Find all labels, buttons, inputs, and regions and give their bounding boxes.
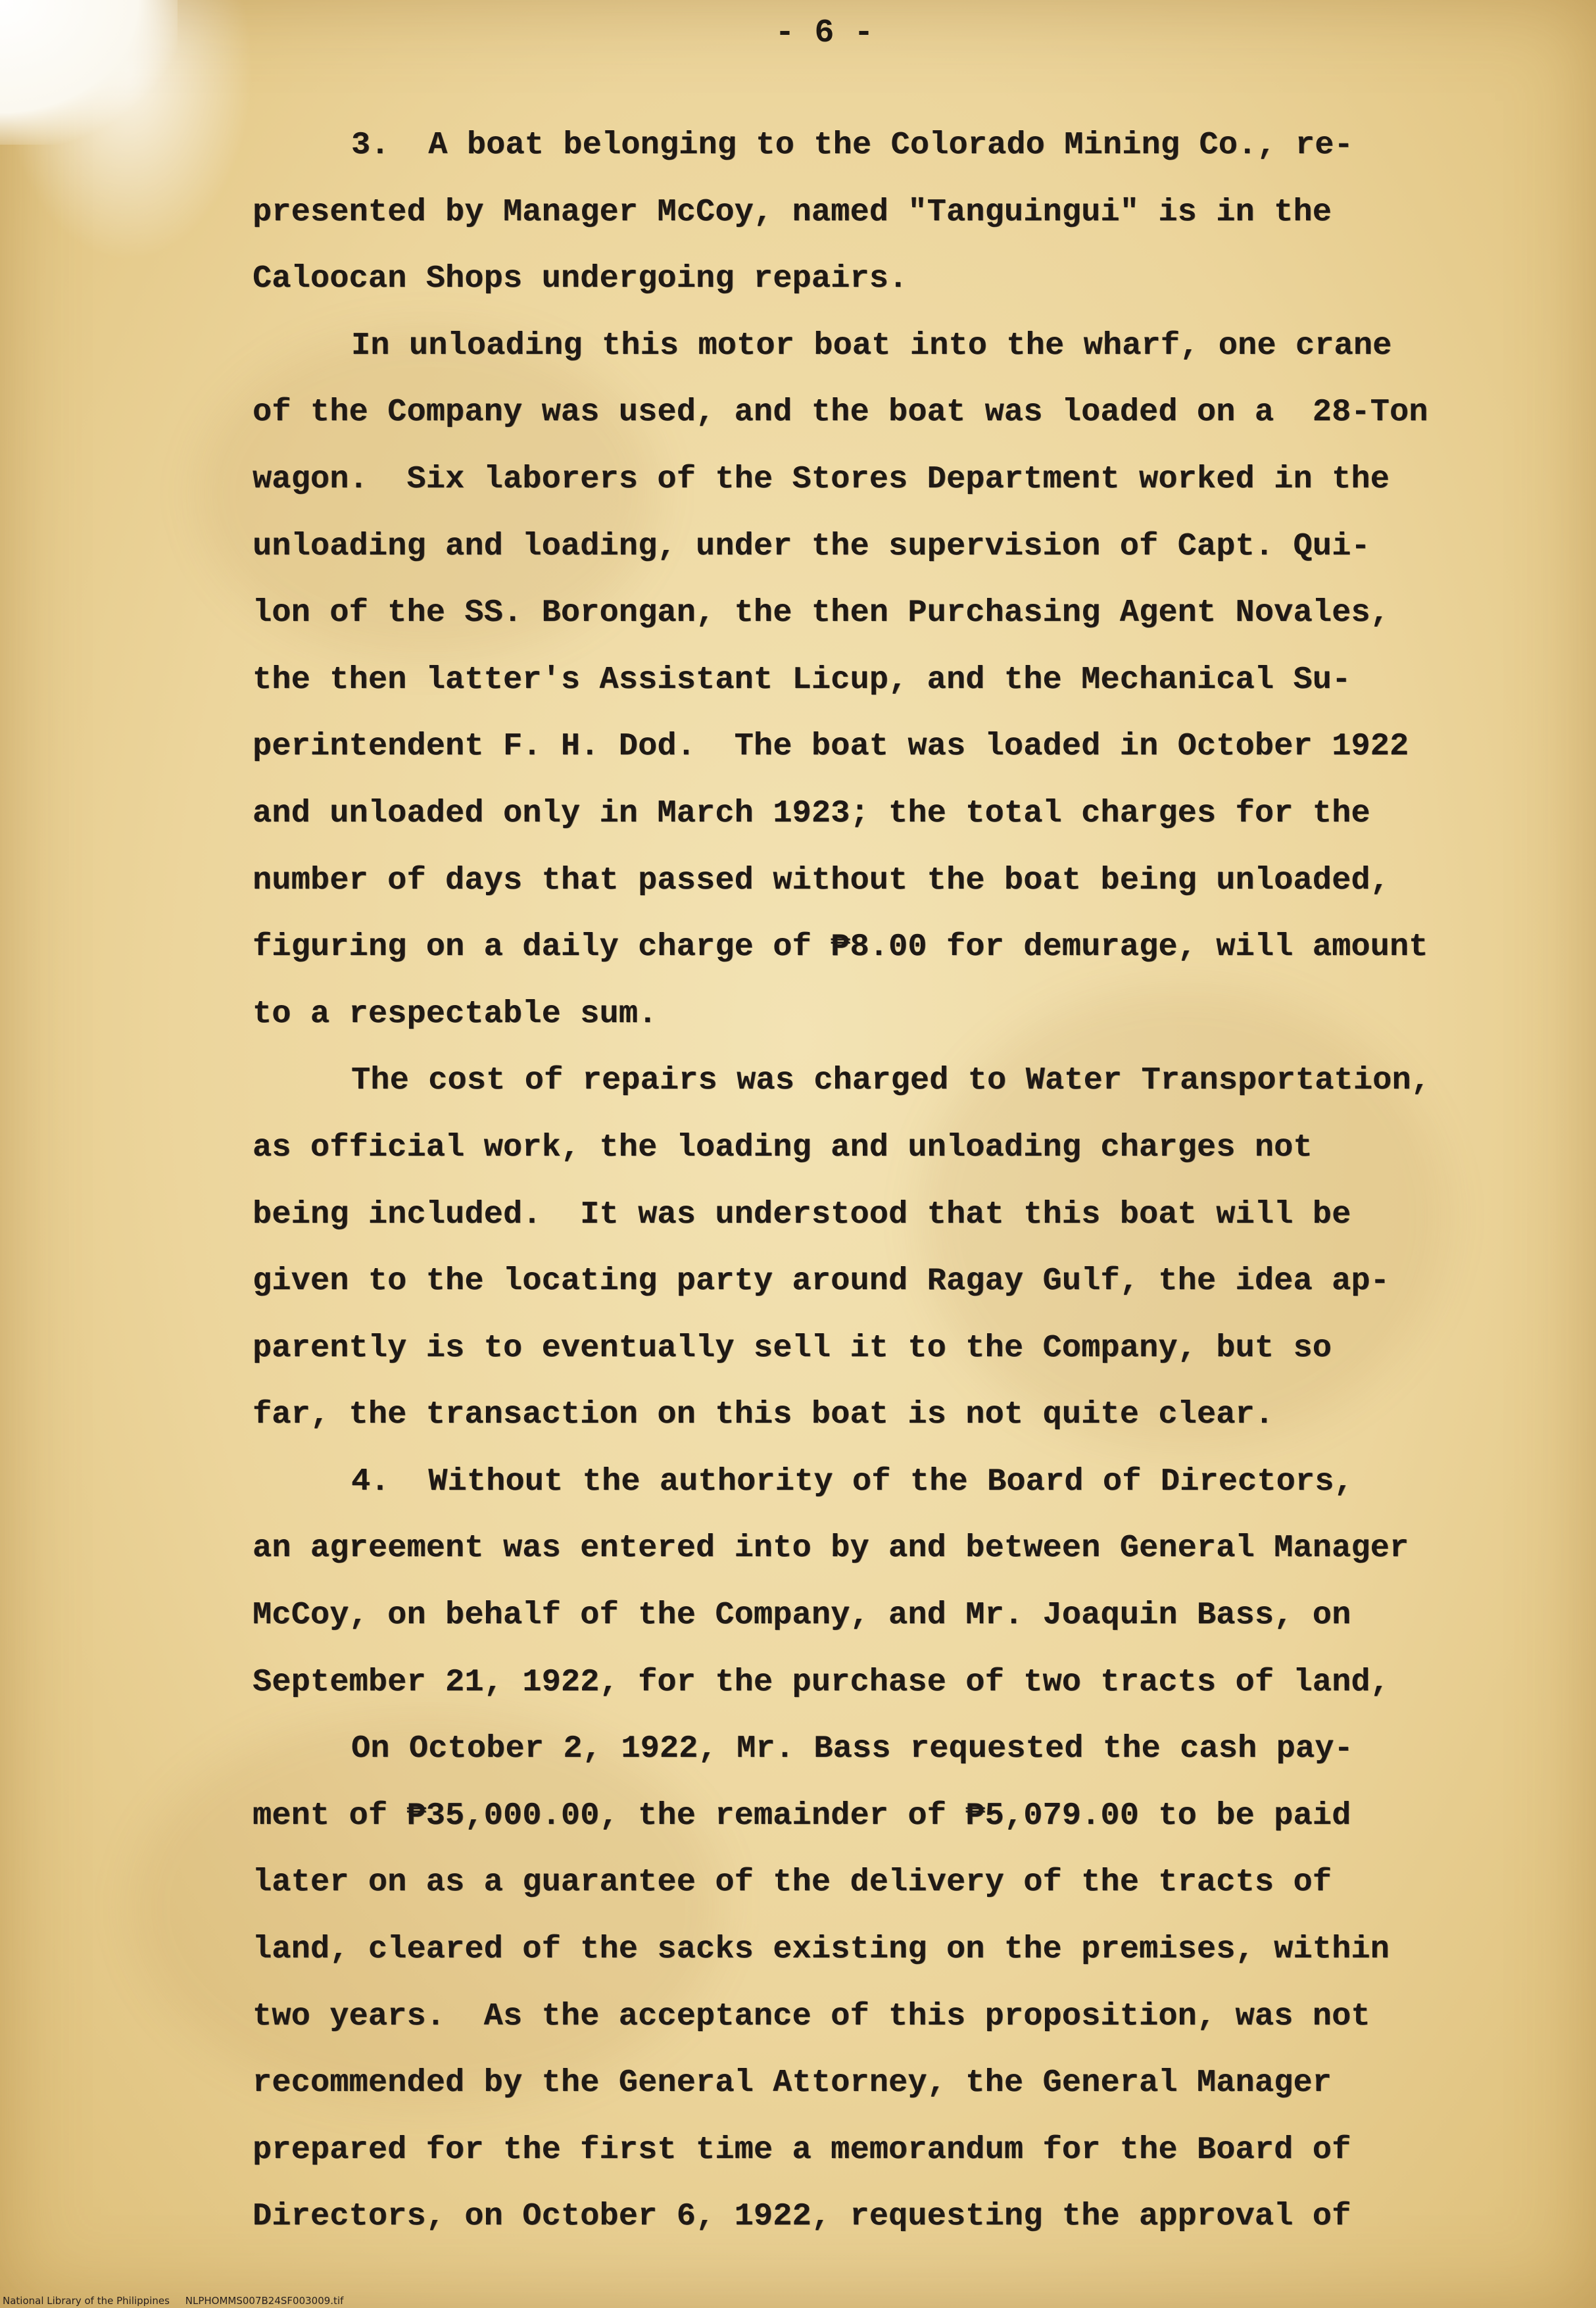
text-line: land, cleared of the sacks existing on the premises, within [253,1931,1390,1968]
text-line: In unloading this motor boat into the wharf, one crane [351,327,1392,364]
text-line: The cost of repairs was charged to Water Transportation, [351,1062,1431,1099]
text-line: an agreement was entered into by and between General Manager [253,1530,1409,1567]
text-line: of the Company was used, and the boat was loaded on a 28-Ton [253,394,1428,431]
archive-footer-label: National Library of the Philippines NLPHOMMS007B24SF003009.tif [3,2295,344,2307]
text-line: Caloocan Shops undergoing repairs. [253,260,908,297]
text-line: wagon. Six laborers of the Stores Department worked in the [253,460,1390,497]
text-line: presented by Manager McCoy, named "Tanguingui" is in the [253,193,1332,230]
text-line: unloading and loading, under the supervision of Capt. Qui- [253,528,1370,564]
text-line: given to the locating party around Ragay Gulf, the idea ap- [253,1263,1390,1300]
text-line: far, the transaction on this boat is not quite clear. [253,1396,1274,1433]
text-line: 3. A boat belonging to the Colorado Mining Co., re- [351,127,1353,163]
text-line: Directors, on October 6, 1922, requesting the approval of [253,2198,1351,2235]
page-number: - 6 - [775,14,874,52]
text-line: to a respectable sum. [253,995,658,1032]
text-line: and unloaded only in March 1923; the total charges for the [253,795,1370,831]
text-line: 4. Without the authority of the Board of Directors, [351,1463,1353,1500]
text-line: two years. As the acceptance of this proposition, was not [253,1998,1370,2034]
text-line: later on as a guarantee of the delivery of the tracts of [253,1864,1332,1901]
text-line: recommended by the General Attorney, the General Manager [253,2065,1332,2101]
text-line: prepared for the first time a memorandum for the Board of [253,2131,1351,2168]
text-line: being included. It was understood that this boat will be [253,1196,1351,1233]
text-line: number of days that passed without the boat being unloaded, [253,862,1390,898]
text-line: ment of ₱35,000.00, the remainder of ₱5,079.00 to be paid [253,1797,1351,1834]
text-line: perintendent F. H. Dod. The boat was loaded in October 1922 [253,728,1409,765]
text-line: parently is to eventually sell it to the Company, but so [253,1329,1332,1366]
typed-text-body [253,112,1495,2250]
text-line: McCoy, on behalf of the Company, and Mr. Joaquin Bass, on [253,1597,1351,1634]
text-line: On October 2, 1922, Mr. Bass requested the cash pay- [351,1731,1353,1767]
text-line: September 21, 1922, for the purchase of two tracts of land, [253,1663,1390,1700]
text-line: as official work, the loading and unloading charges not [253,1129,1313,1166]
text-line: figuring on a daily charge of ₱8.00 for demurage, will amount [253,929,1428,966]
text-line: the then latter's Assistant Licup, and the Mechanical Su- [253,661,1351,698]
text-line: lon of the SS. Borongan, the then Purchasing Agent Novales, [253,595,1390,631]
